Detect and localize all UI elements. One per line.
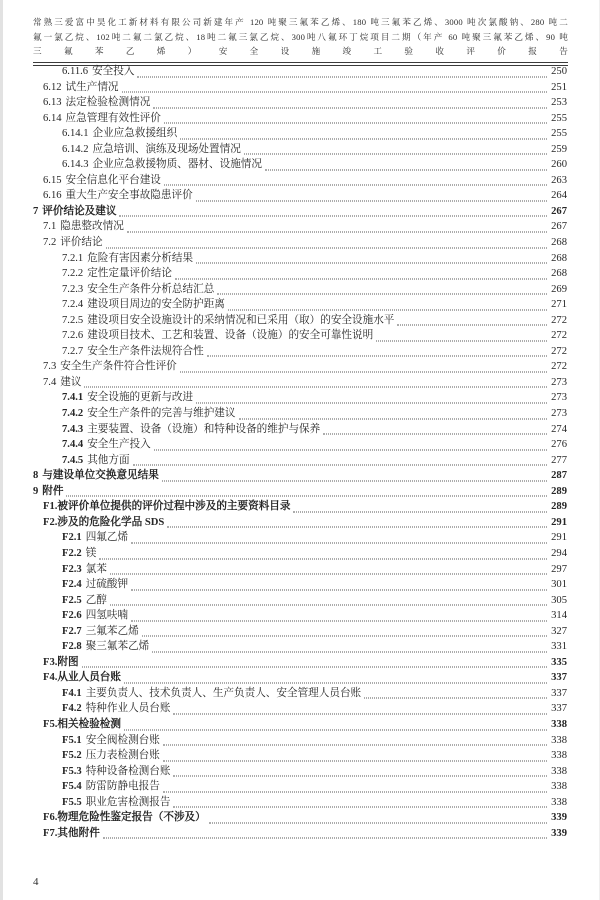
toc-entry-page: 294: [551, 547, 567, 559]
dotted-leader: [196, 403, 547, 404]
toc-entry-number: 7.2.4: [62, 299, 84, 311]
toc-entry-page: 338: [551, 718, 567, 730]
toc-entry-title: 评价结论及建议: [42, 205, 117, 217]
toc-entry-number: F2.: [43, 516, 58, 528]
toc-entry: [33, 266, 567, 282]
toc-entry-title: 安全生产条件的完善与维护建议: [87, 408, 236, 420]
toc-entry-title: 四氟乙烯: [85, 532, 129, 544]
toc-entry-number: F2.6: [62, 610, 82, 622]
toc-entry-title: 评价结论: [60, 237, 103, 249]
dotted-leader: [119, 216, 547, 217]
toc-entry-number: F2.3: [62, 563, 82, 575]
dotted-leader: [110, 574, 547, 575]
toc-entry: [33, 235, 567, 251]
dotted-leader: [228, 309, 547, 310]
toc-entry: [33, 608, 567, 624]
toc-entry-title: 物理危险性鉴定报告（不涉及）: [57, 812, 206, 824]
toc-entry-title: 安全阀检测台账: [85, 734, 160, 746]
dotted-leader: [84, 387, 547, 388]
toc-entry: [33, 157, 567, 173]
toc-entry-page: 276: [551, 439, 567, 451]
toc-entry-number: F2.1: [62, 532, 82, 544]
dotted-leader: [173, 713, 547, 714]
toc-entry-number: F6.: [43, 812, 58, 824]
toc-entry-title: 相关检验检测: [57, 718, 121, 730]
toc-entry: [33, 95, 567, 111]
toc-entry: [33, 562, 567, 578]
toc-entry: [33, 173, 567, 189]
toc-entry-title: 试生产情况: [65, 81, 119, 93]
toc-entry-number: F2.2: [62, 547, 82, 559]
toc-entry-page: 289: [551, 485, 567, 497]
toc-entry-page: 301: [551, 579, 567, 591]
toc-entry-page: 339: [551, 827, 567, 839]
dotted-leader: [239, 418, 548, 419]
toc-entry: [33, 670, 567, 686]
dotted-leader: [173, 776, 547, 777]
dotted-leader: [265, 169, 547, 170]
toc-entry-number: 6.14.1: [62, 128, 89, 140]
toc-entry-page: 287: [551, 470, 567, 482]
toc-entry-title: 建设项目技术、工艺和装置、设备（设施）的安全可靠性说明: [87, 330, 374, 342]
toc-entry-page: 305: [551, 594, 567, 606]
toc-entry-number: 7.3: [43, 361, 57, 373]
dotted-leader: [131, 620, 547, 621]
toc-entry-page: 260: [551, 159, 567, 171]
toc-entry: [33, 251, 567, 267]
toc-entry-title: 主要装置、设备（设施）和特种设备的维护与保养: [87, 423, 321, 435]
toc-entry-number: F2.8: [62, 641, 82, 653]
dotted-leader: [131, 542, 547, 543]
toc-entry-page: 259: [551, 143, 567, 155]
toc-entry-title: 聚三氟苯乙烯: [85, 641, 150, 653]
dotted-leader: [196, 200, 547, 201]
toc-entry-page: 269: [551, 283, 567, 295]
toc-entry-title: 应急管理有效性评价: [65, 112, 161, 124]
toc-entry: [33, 344, 567, 360]
dotted-leader: [82, 667, 548, 668]
toc-entry-page: 291: [551, 516, 567, 528]
toc-entry-number: 7.2: [43, 237, 57, 249]
toc-entry-page: 272: [551, 330, 567, 342]
dotted-leader: [106, 247, 547, 248]
toc-entry-number: 6.12: [43, 81, 62, 93]
toc-entry: [33, 390, 567, 406]
toc-entry-title: 防雷防静电报告: [85, 781, 160, 793]
toc-entry-page: 273: [551, 408, 567, 420]
toc-entry-page: 267: [551, 205, 567, 217]
toc-entry: [33, 64, 567, 80]
toc-entry: [33, 484, 567, 500]
toc-entry-title: 企业应急救援物质、器材、设施情况: [92, 159, 262, 171]
dotted-leader: [180, 138, 547, 139]
dotted-leader: [209, 822, 547, 823]
toc-entry-title: 乙醇: [85, 594, 107, 606]
toc-entry-number: F1.: [43, 501, 58, 513]
dotted-leader: [137, 76, 547, 77]
toc-entry: [33, 453, 567, 469]
toc-entry-number: F5.3: [62, 765, 82, 777]
toc-entry-number: F4.1: [62, 687, 82, 699]
toc-entry-page: 335: [551, 656, 567, 668]
toc-entry: [33, 80, 567, 96]
toc-entry-title: 与建设单位交换意见结果: [42, 470, 159, 482]
toc-entry-number: 7.1: [43, 221, 57, 233]
page-number: 4: [33, 876, 39, 888]
toc-entry-number: 8: [33, 470, 39, 482]
toc-entry-page: 268: [551, 237, 567, 249]
toc-entry: [33, 468, 567, 484]
dotted-leader: [133, 465, 548, 466]
toc-entry: [33, 111, 567, 127]
toc-entry-title: 过硫酸钾: [85, 579, 129, 591]
toc-entry: [33, 422, 567, 438]
toc-entry: [33, 219, 567, 235]
toc-entry-title: 职业危害检测报告: [85, 796, 171, 808]
toc-entry: [33, 499, 567, 515]
toc-entry-number: 7.4.5: [62, 454, 84, 466]
toc-entry-title: 危险有害因素分析结果: [87, 252, 194, 264]
dotted-leader: [164, 123, 547, 124]
dotted-leader: [127, 232, 547, 233]
toc-entry-page: 277: [551, 454, 567, 466]
toc-entry-number: 7.4: [43, 376, 57, 388]
toc-entry-page: 314: [551, 610, 567, 622]
dotted-leader: [323, 434, 547, 435]
toc-entry-title: 重大生产安全事故隐患评价: [65, 190, 193, 202]
toc-entry: [33, 733, 567, 749]
toc-entry-title: 特种设备检测台账: [85, 765, 171, 777]
toc-entry: [33, 639, 567, 655]
toc-entry: [33, 686, 567, 702]
dotted-leader: [152, 651, 547, 652]
toc-entry-page: 274: [551, 423, 567, 435]
dotted-leader: [180, 371, 547, 372]
toc-entry-title: 安全生产条件符合性评价: [60, 361, 177, 373]
toc-entry-number: F2.4: [62, 579, 82, 591]
toc-entry-number: 7.4.2: [62, 408, 84, 420]
toc: [33, 64, 567, 841]
dotted-leader: [154, 449, 547, 450]
toc-entry-title: 安全生产条件分析总结汇总: [87, 283, 215, 295]
toc-entry-page: 268: [551, 252, 567, 264]
toc-entry-page: 273: [551, 392, 567, 404]
toc-entry: [33, 406, 567, 422]
dotted-leader: [163, 760, 547, 761]
toc-entry: [33, 297, 567, 313]
document-header: [33, 15, 568, 66]
toc-entry: [33, 810, 567, 826]
toc-entry-page: 297: [551, 563, 567, 575]
dotted-leader: [175, 278, 547, 279]
toc-entry-title: 主要负责人、技术负责人、生产负责人、安全管理人员台账: [85, 687, 362, 699]
toc-entry-number: 6.14: [43, 112, 62, 124]
toc-entry-title: 建设项目安全设施设计的采纳情况和已采用（取）的安全设施水平: [87, 314, 395, 326]
toc-entry-number: F7.: [43, 827, 58, 839]
toc-entry-page: 339: [551, 812, 567, 824]
dotted-leader: [364, 698, 547, 699]
toc-entry-number: F4.: [43, 672, 58, 684]
dotted-leader: [162, 480, 547, 481]
toc-entry: [33, 530, 567, 546]
toc-entry: [33, 795, 567, 811]
toc-entry-page: 272: [551, 361, 567, 373]
dotted-leader: [124, 682, 547, 683]
toc-entry-page: 338: [551, 750, 567, 762]
dotted-leader: [153, 107, 547, 108]
toc-entry-number: F2.5: [62, 594, 82, 606]
toc-entry-title: 从业人员台账: [57, 672, 121, 684]
toc-entry-title: 安全生产投入: [87, 439, 151, 451]
toc-entry-page: 253: [551, 97, 567, 109]
toc-entry-title: 附件: [42, 485, 64, 497]
toc-entry-page: 337: [551, 672, 567, 684]
toc-entry: [33, 328, 567, 344]
toc-entry: [33, 282, 567, 298]
toc-entry: [33, 188, 567, 204]
dotted-leader: [124, 729, 547, 730]
dotted-leader: [293, 511, 547, 512]
toc-entry-page: 289: [551, 501, 567, 513]
toc-entry: [33, 826, 567, 842]
toc-entry: [33, 577, 567, 593]
toc-entry-number: 6.16: [43, 190, 62, 202]
toc-entry: [33, 204, 567, 220]
toc-entry-page: 338: [551, 781, 567, 793]
toc-entry-page: 331: [551, 641, 567, 653]
toc-entry: [33, 717, 567, 733]
toc-entry-title: 其他附件: [57, 827, 100, 839]
toc-entry-title: 压力表检测台账: [85, 750, 160, 762]
toc-entry-number: 7.2.6: [62, 330, 84, 342]
dotted-leader: [99, 558, 547, 559]
dotted-leader: [110, 605, 547, 606]
toc-entry-page: 255: [551, 128, 567, 140]
toc-entry: [33, 546, 567, 562]
toc-entry: [33, 515, 567, 531]
dotted-leader: [131, 589, 547, 590]
dotted-leader: [173, 807, 547, 808]
toc-entry-page: 338: [551, 796, 567, 808]
toc-entry-page: 291: [551, 532, 567, 544]
dotted-leader: [196, 263, 547, 264]
dotted-leader: [103, 838, 547, 839]
toc-entry-title: 四氢呋喃: [85, 610, 129, 622]
toc-entry-page: 273: [551, 376, 567, 388]
toc-entry-number: 7.2.5: [62, 314, 84, 326]
toc-entry-title: 氯苯: [85, 563, 107, 575]
dotted-leader: [217, 294, 547, 295]
toc-entry: [33, 437, 567, 453]
toc-entry-number: F5.1: [62, 734, 82, 746]
toc-entry-title: 应急培训、演练及现场处置情况: [92, 143, 241, 155]
toc-entry: [33, 375, 567, 391]
dotted-leader: [167, 527, 547, 528]
toc-entry-title: 隐患整改情况: [60, 221, 124, 233]
toc-entry-number: 7.4.3: [62, 423, 84, 435]
toc-entry: [33, 779, 567, 795]
toc-entry-number: F5.: [43, 718, 58, 730]
toc-entry: [33, 764, 567, 780]
toc-entry-title: 附图: [57, 656, 79, 668]
dotted-leader: [163, 791, 547, 792]
toc-entry-number: F3.: [43, 656, 58, 668]
toc-entry-number: 6.14.2: [62, 143, 89, 155]
toc-entry-page: 251: [551, 81, 567, 93]
toc-entry-number: 7: [33, 205, 39, 217]
dotted-leader: [164, 185, 547, 186]
toc-entry-title: 建设项目周边的安全防护距离: [87, 299, 225, 311]
toc-entry-number: F5.4: [62, 781, 82, 793]
toc-entry-title: 建议: [60, 376, 82, 388]
toc-entry-page: 263: [551, 174, 567, 186]
dotted-leader: [142, 636, 547, 637]
toc-entry-number: F2.7: [62, 625, 82, 637]
toc-entry: [33, 748, 567, 764]
toc-entry-page: 250: [551, 66, 567, 77]
toc-entry: [33, 655, 567, 671]
toc-entry-number: 7.2.1: [62, 252, 84, 264]
toc-entry-page: 268: [551, 268, 567, 280]
toc-entry-title: 安全设施的更新与改进: [87, 392, 194, 404]
toc-entry-title: 安全生产条件法规符合性: [87, 345, 204, 357]
toc-entry-number: 7.4.1: [62, 392, 84, 404]
toc-entry-page: 337: [551, 687, 567, 699]
toc-entry-title: 其他方面: [87, 454, 130, 466]
toc-entry-number: 7.2.3: [62, 283, 84, 295]
dotted-leader: [122, 92, 548, 93]
toc-entry-page: 267: [551, 221, 567, 233]
dotted-leader: [66, 496, 547, 497]
dotted-leader: [163, 745, 547, 746]
toc-entry-title: 法定检验检测情况: [65, 97, 151, 109]
toc-entry-number: 7.2.2: [62, 268, 84, 280]
toc-entry-title: 镁: [85, 547, 97, 559]
toc-entry-number: 7.2.7: [62, 345, 84, 357]
toc-entry: [33, 624, 567, 640]
toc-entry: [33, 359, 567, 375]
toc-entry-page: 255: [551, 112, 567, 124]
toc-entry-number: 7.4.4: [62, 439, 84, 451]
toc-entry-number: 6.11.6: [62, 66, 89, 77]
toc-entry: [33, 126, 567, 142]
toc-entry: [33, 313, 567, 329]
toc-entry-title: 安全信息化平台建设: [65, 174, 161, 186]
toc-entry-page: 338: [551, 734, 567, 746]
toc-entry-title: 特种作业人员台账: [85, 703, 171, 715]
toc-entry-number: 6.13: [43, 97, 62, 109]
toc-entry-page: 338: [551, 765, 567, 777]
toc-entry-title: 涉及的危险化学品 SDS: [57, 516, 165, 528]
toc-entry-number: F4.2: [62, 703, 82, 715]
toc-entry-number: 6.14.3: [62, 159, 89, 171]
dotted-leader: [207, 356, 547, 357]
toc-entry-number: 9: [33, 485, 39, 497]
dotted-leader: [376, 340, 547, 341]
toc-entry-page: 327: [551, 625, 567, 637]
header-title-line2: 氟一氯乙烷、102吨二氟二氯乙烷、18吨二氟三氯乙烷、300吨八氟环丁烷项目二期（年产 60 吨聚三氟苯乙烯、90 吨: [33, 31, 568, 42]
header-title-line3: 三氟苯乙烯）安全设施竣工验收评价报告: [33, 46, 568, 56]
toc-entry: [33, 593, 567, 609]
toc-entry-page: 264: [551, 190, 567, 202]
toc-entry: [33, 701, 567, 717]
toc-entry-title: 被评价单位提供的评价过程中涉及的主要资料目录: [57, 501, 291, 513]
toc-entry-title: 定性定量评价结论: [87, 268, 172, 280]
toc-entry-title: 三氟苯乙烯: [85, 625, 139, 637]
toc-entry: [33, 142, 567, 158]
dotted-leader: [397, 325, 547, 326]
toc-entry-number: F5.5: [62, 796, 82, 808]
toc-entry-number: F5.2: [62, 750, 82, 762]
toc-entry-title: 企业应急救援组织: [92, 128, 178, 140]
dotted-leader: [244, 154, 547, 155]
toc-entry-page: 337: [551, 703, 567, 715]
toc-entry-page: 272: [551, 314, 567, 326]
toc-entry-title: 安全投入: [92, 66, 135, 77]
header-title-line1: 常熟三爱富中昊化工新材料有限公司新建年产 120 吨聚三氟苯乙烯、180 吨三氟苯乙烯、3000 吨次氯酸钠、280 吨二: [33, 17, 568, 27]
toc-entry-page: 271: [551, 299, 567, 311]
toc-entry-page: 272: [551, 345, 567, 357]
toc-entry-number: 6.15: [43, 174, 62, 186]
